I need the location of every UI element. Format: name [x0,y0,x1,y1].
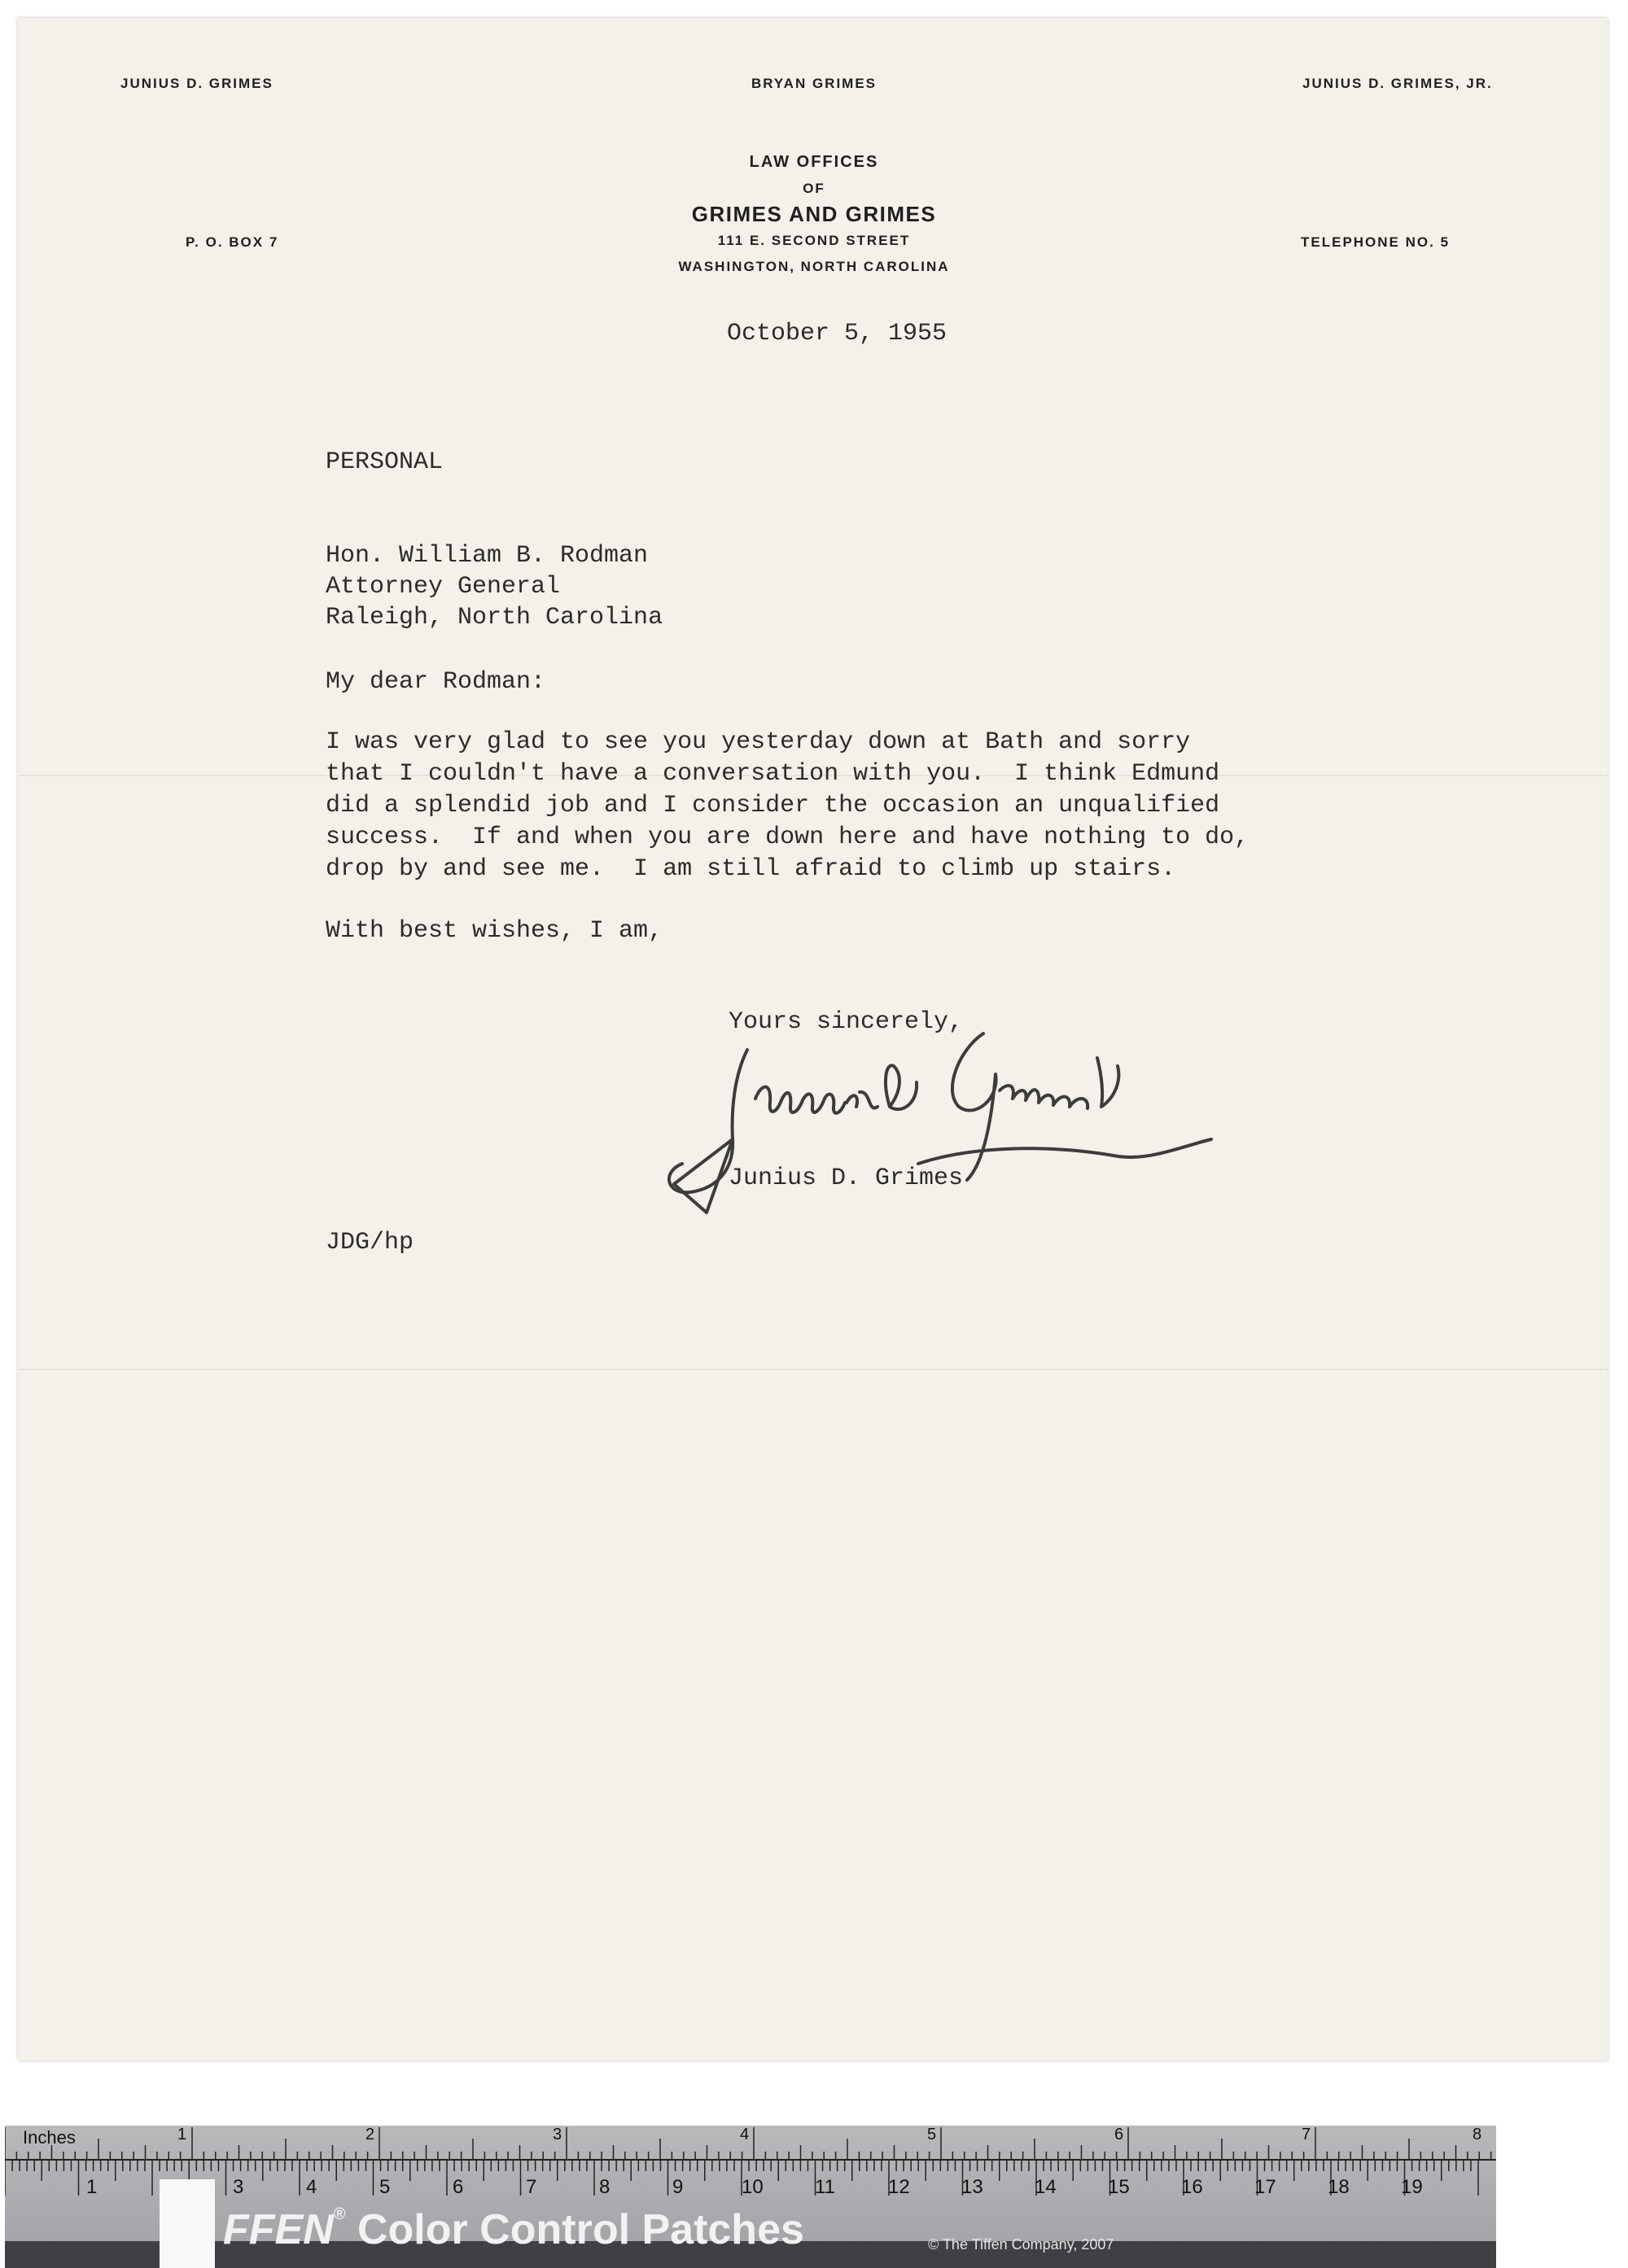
recipient-line: Raleigh, North Carolina [326,604,663,631]
fold-line [18,1369,1608,1370]
personal-marking: PERSONAL [326,448,444,476]
letterhead-right-name: JUNIUS D. GRIMES, JR. [1302,76,1493,91]
ruler-cm-label: 18 [1328,2176,1350,2198]
body-line: success. If and when you are down here and have nothing to do, [326,824,1249,851]
complimentary-close: Yours sincerely, [729,1008,964,1036]
ruler-inch-label: 6 [1114,2126,1124,2143]
letterhead-city: WASHINGTON, NORTH CAROLINA [678,259,950,274]
ruler-cm-label: 19 [1401,2176,1423,2198]
letterhead-left-name: JUNIUS D. GRIMES [120,76,274,91]
letterhead-center-name: BRYAN GRIMES [751,76,877,91]
ruler-inch-label: 3 [553,2126,562,2143]
letterhead-of: OF [803,181,825,196]
letterhead-telephone: TELEPHONE NO. 5 [1301,234,1451,250]
body-line: did a splendid job and I consider the occasion an unqualified [326,792,1220,819]
tiffen-copyright: © The Tiffen Company, 2007 [928,2236,1114,2253]
closing-line: With best wishes, I am, [326,917,663,945]
ruler-cm-label: 9 [672,2176,684,2198]
salutation: My dear Rodman: [326,668,546,696]
ruler-cm-label: 5 [379,2176,391,2198]
ruler-inch-label: 7 [1302,2126,1311,2143]
ruler-cm-label: 4 [306,2176,317,2198]
letterhead-firm-name: GRIMES AND GRIMES [691,202,937,226]
ruler-cm-label: 7 [526,2176,537,2198]
ruler-cm-label: 13 [961,2176,983,2198]
typed-signature-name: Junius D. Grimes [729,1165,964,1192]
ruler-cm-label: 1 [86,2176,98,2198]
ruler-cm-label: 3 [233,2176,244,2198]
recipient-line: Hon. William B. Rodman [326,542,649,570]
ruler-cm-label: 17 [1254,2176,1276,2198]
ruler-inch-label: 8 [1473,2126,1482,2143]
body-line: that I couldn't have a conversation with you. I think Edmund [326,760,1220,788]
ruler-inches-label: Inches [23,2127,76,2148]
body-line: drop by and see me. I am still afraid to climb up stairs. [326,855,1176,883]
ruler-cm-label: 10 [742,2176,764,2198]
ruler-cm-label: 12 [888,2176,910,2198]
recipient-line: Attorney General [326,573,561,601]
ruler-inch-label: 5 [927,2126,937,2143]
ruler-inch-label: 2 [365,2126,375,2143]
ruler-inch-label: 4 [740,2126,750,2143]
letterhead-street: 111 E. SECOND STREET [717,233,911,248]
reference-initials: JDG/hp [326,1229,414,1256]
brand-title: Color Control Patches [357,2206,804,2253]
ruler-cm-label: 6 [453,2176,464,2198]
ruler-inch-label: 1 [177,2126,187,2143]
letter-date: October 5, 1955 [727,320,947,347]
brand-logo-text: FFEN [223,2206,334,2253]
letterhead-law-offices: LAW OFFICES [749,153,879,171]
ruler-cm-label: 14 [1035,2176,1057,2198]
body-line: I was very glad to see you yesterday down at Bath and sorry [326,728,1191,756]
white-color-patch [160,2179,215,2268]
registered-mark: ® [333,2205,346,2223]
ruler-cm-label: 8 [599,2176,610,2198]
tiffen-brand [223,2205,804,2254]
ruler-cm-label: 16 [1181,2176,1203,2198]
ruler-cm-label: 11 [815,2176,835,2198]
ruler-cm-label: 15 [1108,2176,1130,2198]
letterhead-po-box: P. O. BOX 7 [186,234,279,250]
